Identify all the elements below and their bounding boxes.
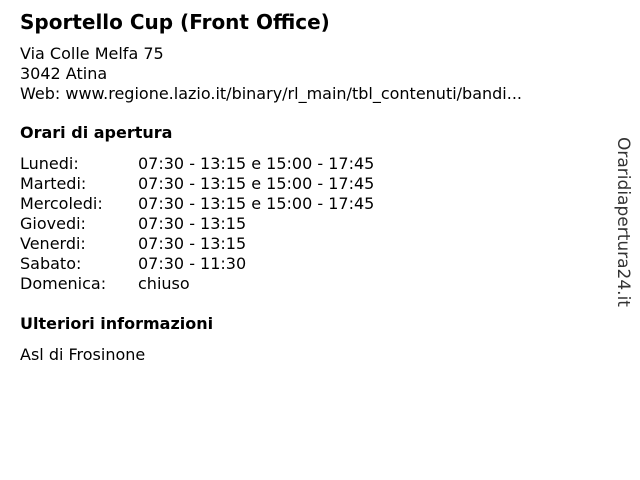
day-label: Mercoledi:: [20, 194, 103, 213]
day-label: Domenica:: [20, 274, 107, 293]
hours-row-saturday: [20, 254, 374, 274]
time-value: chiuso: [138, 274, 190, 293]
hours-row-monday: [20, 154, 374, 174]
street-address: Via Colle Melfa 75: [20, 44, 164, 63]
time-value: 07:30 - 11:30: [138, 254, 247, 273]
time-value: 07:30 - 13:15 e 15:00 - 17:45: [138, 174, 375, 193]
site-watermark: Oraridiapertura24.it: [613, 137, 633, 307]
hours-row-thursday: [20, 214, 374, 234]
city-address: 3042 Atina: [20, 64, 108, 83]
day-label: Martedi:: [20, 174, 87, 193]
opening-hours-table: [20, 154, 374, 294]
time-value: 07:30 - 13:15 e 15:00 - 17:45: [138, 194, 375, 213]
opening-hours-heading: Orari di apertura: [20, 123, 173, 142]
hours-row-friday: [20, 234, 374, 254]
hours-row-sunday: [20, 274, 374, 294]
time-value: 07:30 - 13:15 e 15:00 - 17:45: [138, 154, 375, 173]
page-title: Sportello Cup (Front Office): [20, 10, 330, 34]
hours-row-tuesday: [20, 174, 374, 194]
time-value: 07:30 - 13:15: [138, 214, 247, 233]
hours-row-wednesday: [20, 194, 374, 214]
day-label: Lunedi:: [20, 154, 79, 173]
day-label: Sabato:: [20, 254, 82, 273]
additional-info-text: Asl di Frosinone: [20, 345, 146, 364]
additional-info-heading: Ulteriori informazioni: [20, 314, 214, 333]
day-label: Venerdi:: [20, 234, 86, 253]
time-value: 07:30 - 13:15: [138, 234, 247, 253]
day-label: Giovedi:: [20, 214, 86, 233]
address-block: [20, 44, 522, 104]
website-link[interactable]: Web: www.regione.lazio.it/binary/rl_main/tbl_contenuti/bandi...: [20, 84, 523, 103]
